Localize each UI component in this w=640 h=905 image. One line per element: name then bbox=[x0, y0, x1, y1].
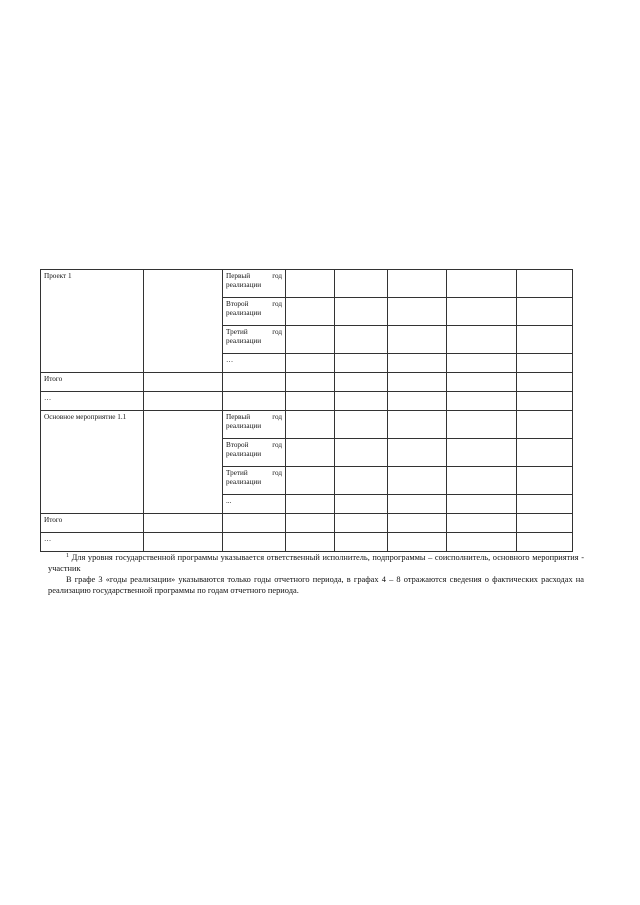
empty-cell bbox=[447, 392, 517, 411]
ellipsis-text: … bbox=[44, 394, 52, 402]
empty-cell bbox=[335, 439, 388, 467]
year-god: год bbox=[272, 328, 282, 336]
year-tail: реализации bbox=[226, 478, 262, 486]
empty-cell bbox=[335, 298, 388, 326]
empty-cell bbox=[223, 533, 286, 552]
empty-cell bbox=[144, 373, 223, 392]
empty-cell bbox=[388, 326, 447, 354]
empty-cell bbox=[335, 326, 388, 354]
empty-cell bbox=[286, 373, 335, 392]
empty-cell bbox=[447, 270, 517, 298]
empty-cell bbox=[286, 495, 335, 514]
empty-cell bbox=[517, 270, 573, 298]
expenses-table bbox=[40, 269, 573, 552]
empty-cell bbox=[517, 373, 573, 392]
year-tail: реализации bbox=[226, 309, 262, 317]
ellipsis-cell bbox=[41, 392, 144, 411]
block-title-cell bbox=[41, 411, 144, 514]
table-row bbox=[41, 270, 573, 298]
empty-cell bbox=[286, 298, 335, 326]
empty-cell bbox=[223, 514, 286, 533]
ellipsis-cell bbox=[41, 533, 144, 552]
year-word: Второй bbox=[226, 300, 249, 308]
empty-cell bbox=[388, 467, 447, 495]
footnote-2 bbox=[48, 574, 584, 596]
empty-cell bbox=[447, 298, 517, 326]
empty-cell bbox=[517, 392, 573, 411]
footnote-1 bbox=[48, 552, 584, 574]
empty-cell bbox=[517, 326, 573, 354]
year-word: Первый bbox=[226, 413, 251, 421]
empty-cell bbox=[517, 495, 573, 514]
empty-cell bbox=[388, 373, 447, 392]
empty-cell bbox=[447, 439, 517, 467]
empty-cell bbox=[335, 533, 388, 552]
year-word: Второй bbox=[226, 441, 249, 449]
block-title: Основное мероприятие 1.1 bbox=[44, 413, 127, 421]
footnotes bbox=[48, 552, 584, 596]
empty-cell bbox=[223, 373, 286, 392]
year-god: год bbox=[272, 441, 282, 449]
empty-cell bbox=[286, 354, 335, 373]
empty-cell bbox=[388, 533, 447, 552]
total-label: Итого bbox=[44, 516, 63, 524]
empty-cell bbox=[335, 354, 388, 373]
empty-cell bbox=[286, 467, 335, 495]
empty-cell bbox=[447, 373, 517, 392]
empty-cell bbox=[388, 298, 447, 326]
table-row bbox=[41, 514, 573, 533]
empty-cell bbox=[335, 495, 388, 514]
dots-text: ... bbox=[226, 497, 232, 505]
dots-cell bbox=[223, 495, 286, 514]
empty-cell bbox=[144, 392, 223, 411]
year-god: год bbox=[272, 469, 282, 477]
empty-cell bbox=[335, 514, 388, 533]
empty-cell bbox=[286, 326, 335, 354]
empty-cell bbox=[517, 514, 573, 533]
year-tail: реализации bbox=[226, 337, 262, 345]
year-cell bbox=[223, 298, 286, 326]
empty-cell bbox=[144, 270, 223, 373]
empty-cell bbox=[286, 514, 335, 533]
empty-cell bbox=[286, 392, 335, 411]
empty-cell bbox=[286, 439, 335, 467]
empty-cell bbox=[447, 411, 517, 439]
empty-cell bbox=[388, 392, 447, 411]
year-word: Первый bbox=[226, 272, 251, 280]
year-god: год bbox=[272, 413, 282, 421]
year-tail: реализации bbox=[226, 450, 262, 458]
empty-cell bbox=[517, 298, 573, 326]
year-cell bbox=[223, 439, 286, 467]
empty-cell bbox=[447, 467, 517, 495]
year-tail: реализации bbox=[226, 422, 262, 430]
empty-cell bbox=[447, 514, 517, 533]
year-cell bbox=[223, 326, 286, 354]
empty-cell bbox=[144, 514, 223, 533]
table-row bbox=[41, 392, 573, 411]
year-word: Третий bbox=[226, 469, 248, 477]
empty-cell bbox=[286, 411, 335, 439]
empty-cell bbox=[517, 354, 573, 373]
empty-cell bbox=[223, 392, 286, 411]
footnote-2-text: В графе 3 «годы реализации» указываются только годы отчетного периода, в графах 4 – 8 отражаются сведения о фактических расходах на реализацию государственной программы по годам отчетного периода. bbox=[48, 575, 584, 595]
block-title: Проект 1 bbox=[44, 272, 72, 280]
total-label-cell bbox=[41, 514, 144, 533]
total-label: Итого bbox=[44, 375, 63, 383]
year-cell bbox=[223, 411, 286, 439]
empty-cell bbox=[447, 533, 517, 552]
empty-cell bbox=[286, 270, 335, 298]
empty-cell bbox=[388, 439, 447, 467]
empty-cell bbox=[144, 411, 223, 514]
empty-cell bbox=[517, 439, 573, 467]
empty-cell bbox=[388, 495, 447, 514]
year-cell bbox=[223, 270, 286, 298]
dots-cell bbox=[223, 354, 286, 373]
empty-cell bbox=[388, 411, 447, 439]
empty-cell bbox=[447, 495, 517, 514]
empty-cell bbox=[144, 533, 223, 552]
table-row bbox=[41, 411, 573, 439]
table-row bbox=[41, 533, 573, 552]
year-god: год bbox=[272, 272, 282, 280]
ellipsis-text: … bbox=[44, 535, 52, 543]
empty-cell bbox=[335, 270, 388, 298]
empty-cell bbox=[447, 326, 517, 354]
empty-cell bbox=[388, 354, 447, 373]
year-tail: реализации bbox=[226, 281, 262, 289]
empty-cell bbox=[447, 354, 517, 373]
block-title-cell bbox=[41, 270, 144, 373]
total-label-cell bbox=[41, 373, 144, 392]
table-row bbox=[41, 373, 573, 392]
year-cell bbox=[223, 467, 286, 495]
footnote-marker: 1 bbox=[66, 553, 69, 559]
empty-cell bbox=[388, 270, 447, 298]
empty-cell bbox=[286, 533, 335, 552]
empty-cell bbox=[335, 392, 388, 411]
empty-cell bbox=[335, 411, 388, 439]
empty-cell bbox=[517, 411, 573, 439]
empty-cell bbox=[335, 373, 388, 392]
year-word: Третий bbox=[226, 328, 248, 336]
empty-cell bbox=[335, 467, 388, 495]
dots-text: … bbox=[226, 356, 234, 364]
empty-cell bbox=[388, 514, 447, 533]
footnote-1-text: Для уровня государственной программы указывается ответственный исполнитель, подпрограммы – соисполнитель, основного мероприятия - участник bbox=[48, 553, 584, 573]
year-god: год bbox=[272, 300, 282, 308]
empty-cell bbox=[517, 533, 573, 552]
empty-cell bbox=[517, 467, 573, 495]
